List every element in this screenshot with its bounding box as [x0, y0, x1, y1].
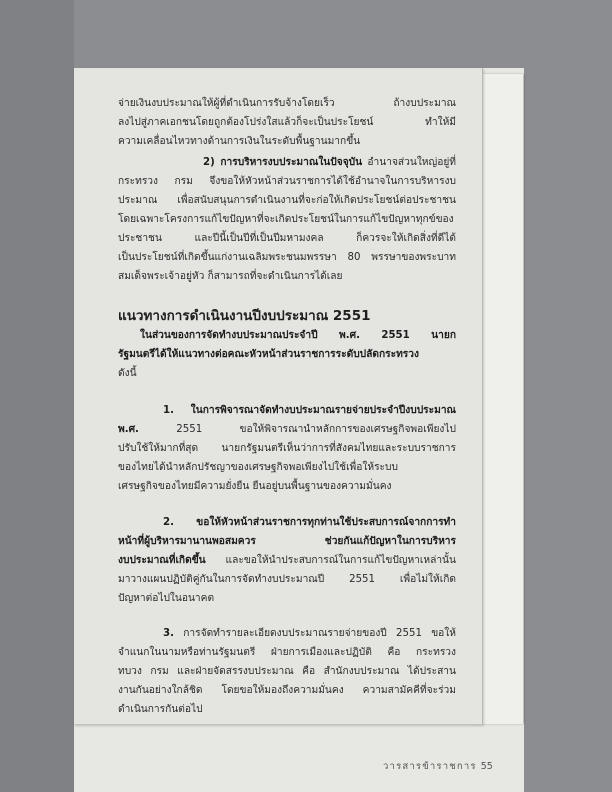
text-line	[118, 532, 456, 551]
text-line	[118, 364, 456, 383]
body-text: ทบวง กรม และฝ่ายจัดสรรงบประมาณ คือ สำนักงบประมาณ ได้ประสาน	[118, 666, 456, 677]
body-text: 2551 ขอให้พิจารณานำหลักการของเศรษฐกิจพอเพียงไป	[138, 424, 456, 435]
text-line	[118, 267, 456, 286]
bold-text: 3.	[163, 628, 174, 639]
text-line	[118, 700, 456, 719]
text-line	[118, 570, 456, 589]
body-text: จ่ายเงินงบประมาณให้ผู้ที่ดำเนินการรับจ้างโดยเร็ว ถ้างบประมาณ	[118, 98, 456, 109]
text-line	[118, 681, 456, 700]
text-line	[118, 513, 456, 532]
bold-text: 2. ขอให้หัวหน้าส่วนราชการทุกท่านใช้ประสบการณ์จากการทำ	[163, 517, 456, 528]
list-item	[118, 513, 456, 608]
paragraph-budget-management	[118, 153, 456, 286]
body-text: ความเคลื่อนไหวทางด้านการเงินในระดับพื้นฐานมากขึ้น	[118, 136, 361, 147]
text-line	[118, 153, 456, 172]
list-item	[118, 624, 456, 719]
text-line	[118, 94, 456, 113]
text-line	[118, 248, 456, 267]
text-line	[118, 551, 456, 570]
list-item	[118, 401, 456, 496]
text-line	[118, 477, 456, 496]
body-text: ประชาชน และปีนี้เป็นปีที่เป็นปีมหามงคล ก็ควรจะให้เกิดสิ่งที่ดีได้	[118, 233, 456, 244]
text-line	[118, 662, 456, 681]
body-text: การจัดทำรายละเอียดงบประมาณรายจ่ายของปี 2551 ขอให้	[173, 628, 456, 639]
scan-background	[0, 0, 74, 792]
page-number: 55	[480, 761, 493, 772]
text-line	[118, 420, 456, 439]
body-text: ดำเนินการกันต่อไป	[118, 704, 203, 715]
bold-text: 2) การบริหารงบประมาณในปัจจุบัน	[203, 157, 363, 168]
body-text: สมเด็จพระเจ้าอยู่หัว ก็สามารถที่จะดำเนินการได้เลย	[118, 271, 343, 282]
page-footer	[383, 759, 513, 775]
body-text: ปัญหาต่อไปในอนาคต	[118, 593, 215, 604]
text-line	[118, 132, 456, 151]
text-line	[118, 345, 456, 364]
body-text: ปรับใช้ให้มากที่สุด นายกรัฐมนตรีเห็นว่าการที่สังคมไทยและระบบราชการ	[118, 443, 456, 454]
journal-title: วารสารข้าราชการ	[383, 761, 477, 772]
body-text: โดยเฉพาะโครงการแก้ไขปัญหาที่จะเกิดประโยชน์ในการแก้ไขปัญหาทุกข์ของ	[118, 214, 454, 225]
body-text: งานกันอย่างใกล้ชิด โดยขอให้มองถึงความมั่นคง ความสามัคคีที่จะร่วม	[118, 685, 456, 696]
body-text: ดังนี้	[118, 368, 137, 379]
text-line	[118, 439, 456, 458]
text-line	[118, 210, 456, 229]
text-line	[118, 229, 456, 248]
bold-text: รัฐมนตรีได้ให้แนวทางต่อคณะหัวหน้าส่วนราชการระดับปลัดกระทรวง	[118, 349, 419, 360]
section-intro	[118, 326, 456, 383]
body-text: ของไทยได้นำหลักปรัชญาของเศรษฐกิจพอเพียงไปใช้เพื่อให้ระบบ	[118, 462, 398, 473]
text-line	[118, 589, 456, 608]
text-line	[118, 172, 456, 191]
body-text: เป็นประโยชน์ที่เกิดขึ้นแก่งานเฉลิมพระชนมพรรษา 80 พรรษาของพระบาท	[118, 252, 456, 263]
paragraph-continuation	[118, 94, 456, 151]
text-line	[118, 326, 456, 345]
bold-text: หน้าที่ผู้บริหารมานานพอสมควร ช่วยกันแก้ปัญหาในการบริหาร	[118, 536, 456, 547]
body-text: เศรษฐกิจของไทยมีความยั่งยืน ยืนอยู่บนพื้นฐานของความมั่นคง	[118, 481, 392, 492]
text-line	[118, 113, 456, 132]
text-line	[118, 401, 456, 420]
body-text: มาวางแผนปฏิบัติคู่กันในการจัดทำงบประมาณปี 2551 เพื่อไม่ให้เกิด	[118, 574, 456, 585]
bold-text: ในส่วนของการจัดทำงบประมาณประจำปี พ.ศ. 2551 นายก	[140, 330, 456, 341]
text-line	[118, 643, 456, 662]
bold-text: พ.ศ.	[118, 424, 139, 435]
bold-text: งบประมาณที่เกิดขึ้น	[118, 555, 206, 566]
section-heading: แนวทางการดำเนินงานปีงบประมาณ 2551	[118, 308, 371, 324]
text-line	[118, 191, 456, 210]
body-text: อำนาจส่วนใหญ่อยู่ที่	[362, 157, 456, 168]
body-text: ประมาณ เพื่อสนับสนุนการดำเนินงานที่จะก่อให้เกิดประโยชน์ต่อประชาชน	[118, 195, 456, 206]
body-text: กระทรวง กรม จึงขอให้หัวหน้าส่วนราชการได้ใช้อำนาจในการบริหารงบ	[118, 176, 456, 187]
text-line	[118, 624, 456, 643]
text-line	[118, 458, 456, 477]
bold-text: 1. ในการพิจารณาจัดทำงบประมาณรายจ่ายประจำปีงบประมาณ	[163, 405, 456, 416]
body-text: ลงไปสู่ภาคเอกชนโดยถูกต้องโปร่งใสแล้วก็จะเป็นประโยชน์ ทำให้มี	[118, 117, 456, 128]
body-text: และขอให้นำประสบการณ์ในการแก้ไขปัญหาเหล่านั้น	[205, 555, 456, 566]
body-text: จำแนกในนามหรือท่านรัฐมนตรี ฝ่ายการเมืองและปฏิบัติ คือ กระทรวง	[118, 647, 456, 658]
